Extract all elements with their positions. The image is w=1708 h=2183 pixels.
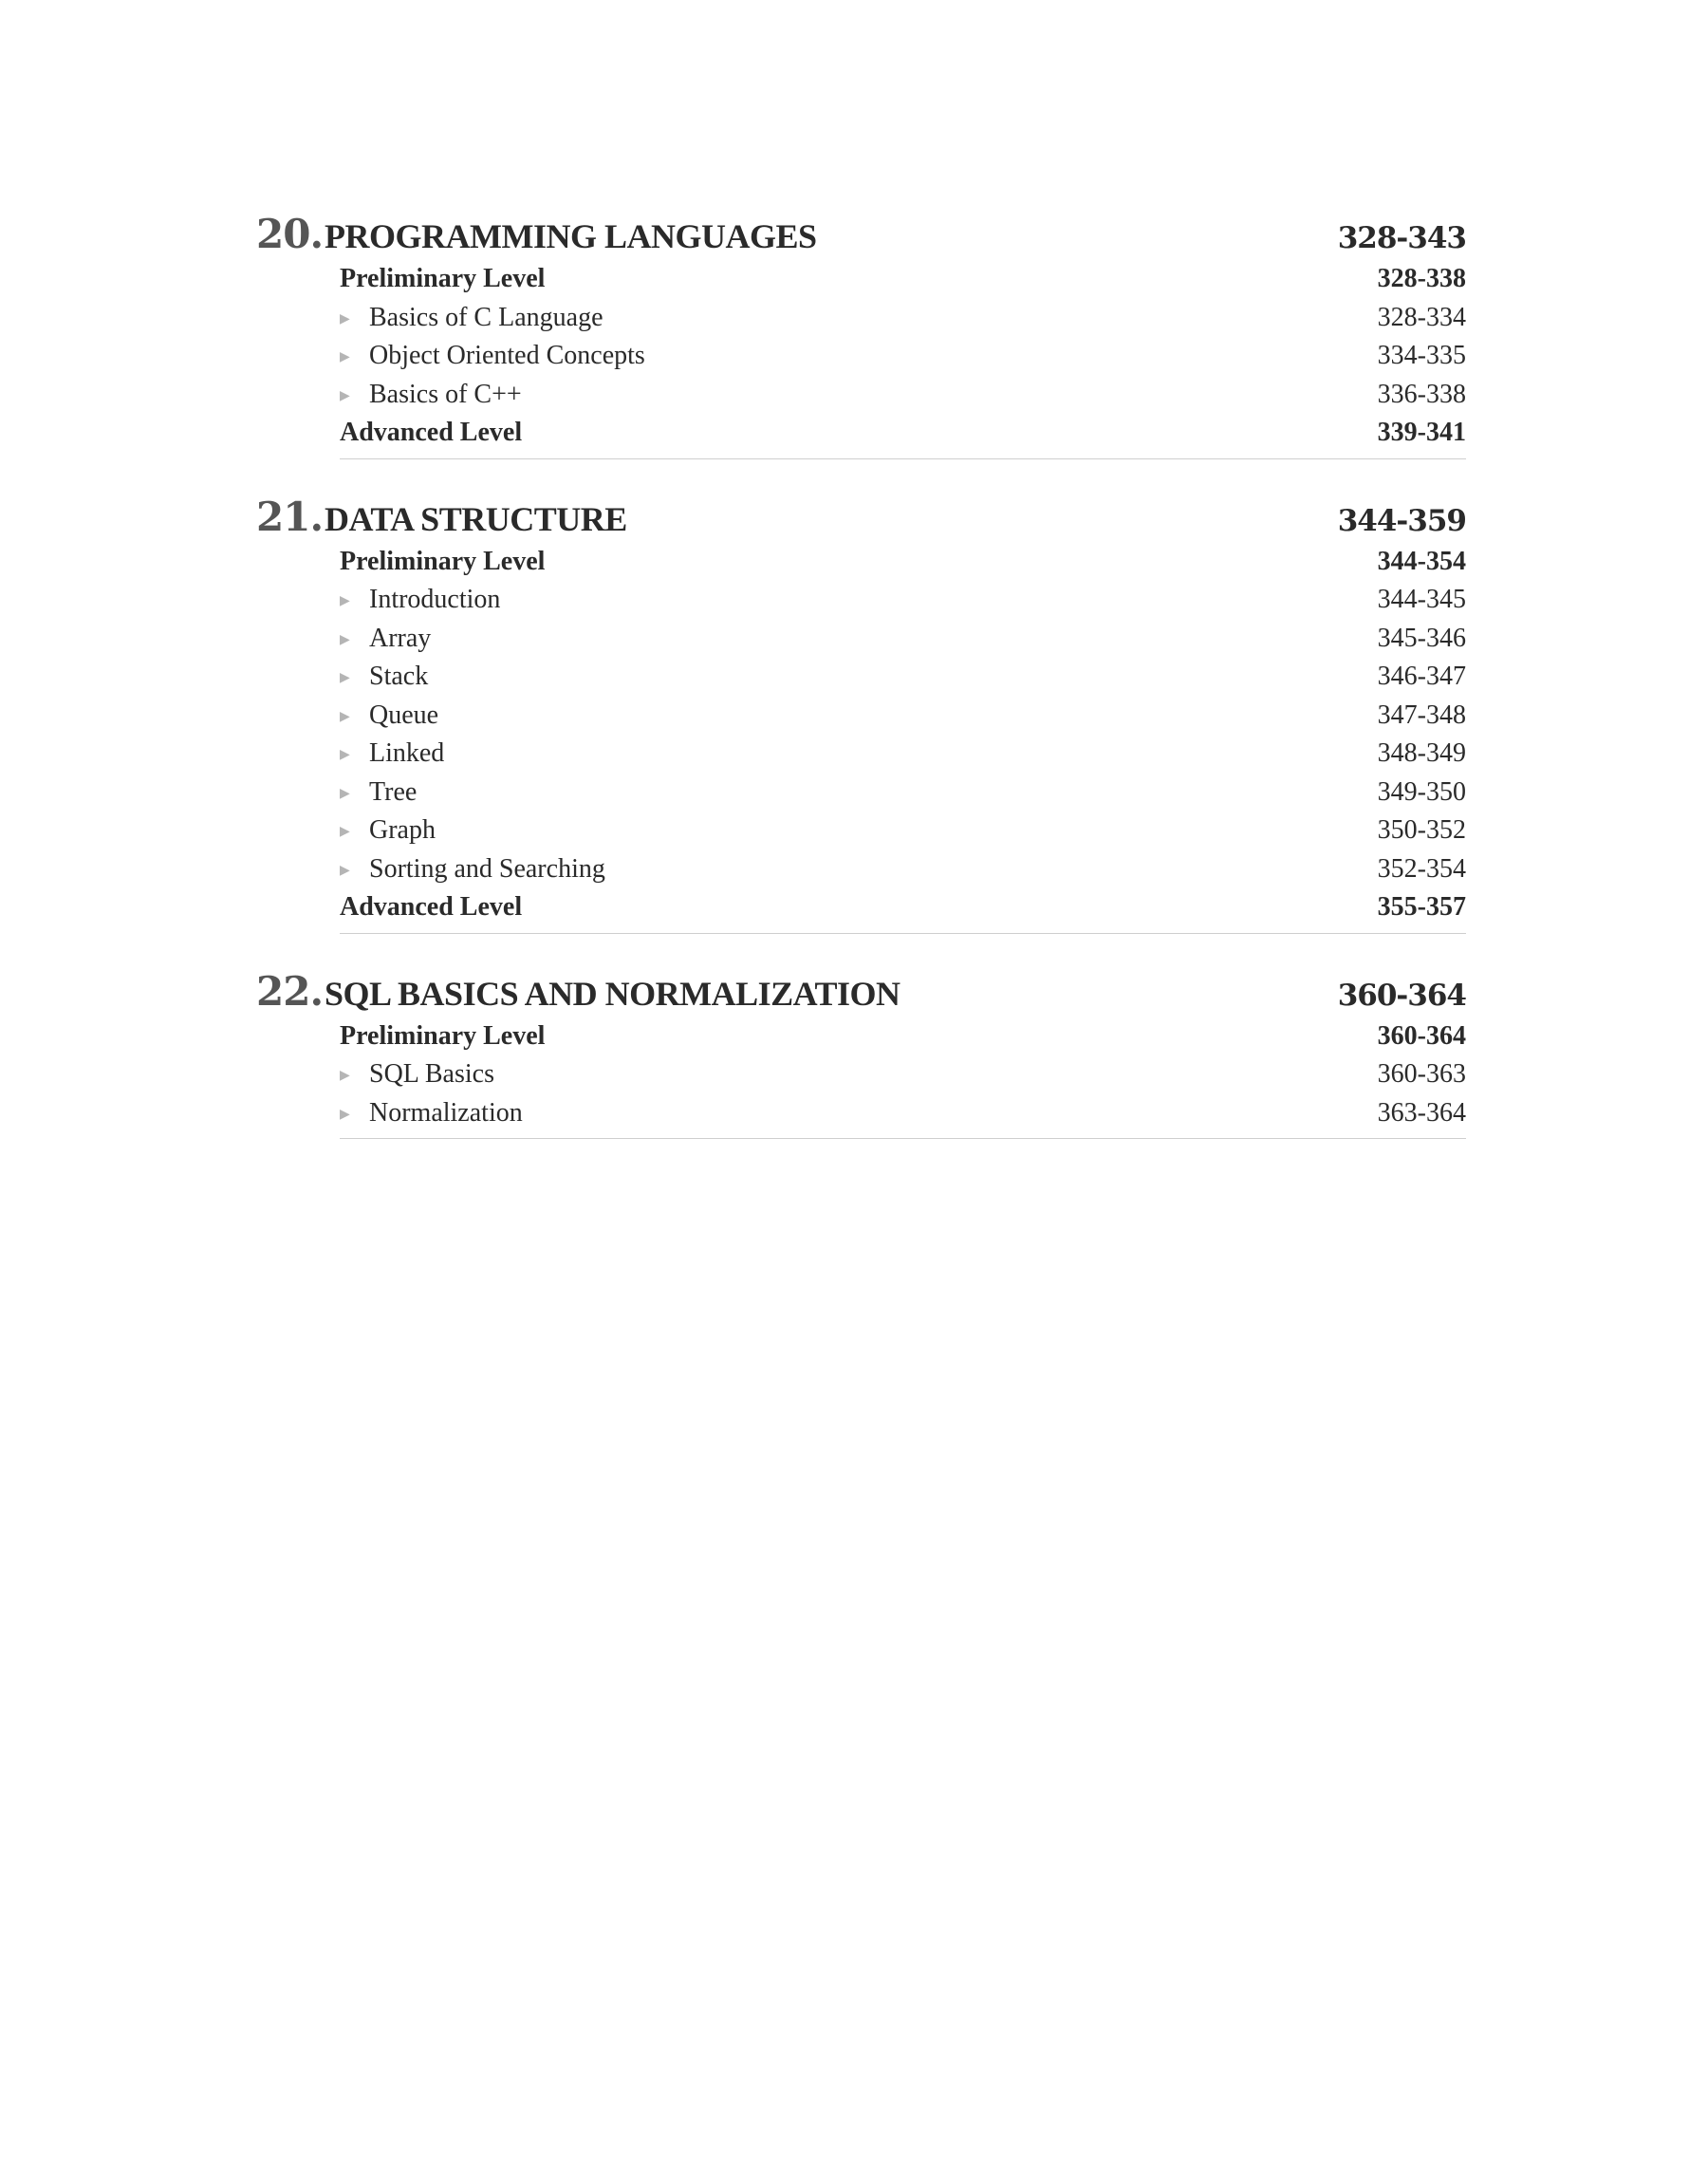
entry-page-range: 360-364: [1377, 1020, 1466, 1051]
chapter-heading-left: [256, 494, 627, 540]
entry-page-range: 363-364: [1377, 1097, 1466, 1128]
topic-label-wrap: [340, 341, 645, 371]
chapter-page-range: 328-343: [1337, 221, 1466, 255]
chapter-title: PROGRAMMING LANGUAGES: [325, 217, 817, 255]
topic-entry: [340, 624, 1466, 662]
level-entry: [340, 264, 1466, 303]
topic-label-wrap: [340, 585, 500, 615]
topic-label: Introduction: [369, 585, 501, 614]
topic-label-wrap: [340, 777, 417, 808]
arrow-right-icon: ▶: [340, 671, 350, 685]
chapter-page-range: 360-364: [1337, 978, 1466, 1013]
arrow-right-icon: ▶: [340, 350, 350, 364]
topic-label: SQL Basics: [369, 1059, 494, 1089]
entry-page-range: 360-363: [1377, 1059, 1466, 1089]
topic-entry: [340, 585, 1466, 624]
table-of-contents: [256, 211, 1466, 1173]
chapter-number: 20.: [256, 211, 324, 257]
entry-page-range: 334-335: [1377, 341, 1466, 370]
level-label: Advanced Level: [340, 892, 523, 922]
topic-label: Normalization: [369, 1097, 523, 1128]
chapter-section: [256, 494, 1466, 934]
topic-entry: [340, 662, 1466, 700]
topic-label-wrap: [340, 700, 438, 731]
chapter-entries: [340, 264, 1466, 459]
entry-page-range: 344-354: [1377, 546, 1466, 576]
level-label: Preliminary Level: [340, 264, 546, 293]
topic-label: Queue: [369, 700, 439, 730]
arrow-right-icon: ▶: [340, 748, 350, 762]
topic-entry: [340, 380, 1466, 419]
level-label: Advanced Level: [340, 418, 523, 447]
topic-label: Graph: [369, 815, 436, 845]
entry-page-range: 328-338: [1377, 264, 1466, 293]
chapter-heading-left: [256, 968, 900, 1015]
entry-page-range: 348-349: [1377, 738, 1466, 768]
chapter-heading: [256, 494, 1466, 547]
entry-page-range: 344-345: [1377, 585, 1466, 614]
topic-entry: [340, 700, 1466, 739]
topic-entry: [340, 815, 1466, 854]
topic-label: Basics of C++: [369, 379, 522, 409]
topic-label-wrap: [340, 380, 522, 410]
chapter-section: [256, 211, 1466, 459]
chapter-page-range: 344-359: [1337, 503, 1466, 538]
entry-page-range: 345-346: [1377, 623, 1466, 653]
arrow-right-icon: ▶: [340, 825, 350, 839]
topic-entry: [340, 303, 1466, 342]
topic-label-wrap: [340, 738, 444, 769]
entry-page-range: 350-352: [1377, 815, 1466, 845]
arrow-right-icon: ▶: [340, 709, 350, 724]
topic-label-wrap: [340, 854, 605, 885]
arrow-right-icon: ▶: [340, 786, 350, 801]
arrow-right-icon: ▶: [340, 311, 350, 327]
entry-page-range: 339-341: [1377, 418, 1466, 447]
entry-page-range: 347-348: [1377, 700, 1466, 730]
chapter-entries: [340, 547, 1466, 934]
topic-entry: [340, 1059, 1466, 1098]
chapter-number: 21.: [256, 493, 324, 540]
topic-entry: [340, 738, 1466, 777]
level-entry: [340, 418, 1466, 457]
topic-label: Stack: [369, 662, 429, 691]
topic-label: Linked: [369, 738, 445, 768]
topic-label: Tree: [369, 776, 418, 807]
arrow-right-icon: ▶: [340, 1107, 350, 1122]
topic-label-wrap: [340, 303, 603, 333]
chapter-heading: [256, 968, 1466, 1021]
arrow-right-icon: ▶: [340, 632, 350, 647]
topic-entry: [340, 854, 1466, 893]
level-label: Preliminary Level: [340, 546, 546, 576]
topic-label-wrap: [340, 662, 428, 692]
level-entry: [340, 1021, 1466, 1060]
arrow-right-icon: ▶: [340, 388, 350, 403]
chapter-heading: [256, 211, 1466, 264]
topic-label-wrap: [340, 815, 436, 846]
level-entry: [340, 547, 1466, 586]
chapter-title: SQL BASICS AND NORMALIZATION: [325, 974, 900, 1013]
topic-entry: [340, 1098, 1466, 1137]
entry-page-range: 349-350: [1377, 776, 1466, 807]
entry-page-range: 328-334: [1377, 302, 1466, 332]
arrow-right-icon: ▶: [340, 1069, 350, 1083]
topic-label-wrap: [340, 1059, 494, 1090]
topic-label: Sorting and Searching: [369, 853, 605, 884]
entry-page-range: 336-338: [1377, 379, 1466, 409]
chapter-section: [256, 968, 1466, 1140]
entry-page-range: 346-347: [1377, 662, 1466, 691]
topic-label: Array: [369, 623, 432, 653]
arrow-right-icon: ▶: [340, 594, 350, 608]
level-label: Preliminary Level: [340, 1020, 546, 1051]
entry-page-range: 352-354: [1377, 853, 1466, 884]
topic-entry: [340, 341, 1466, 380]
topic-entry: [340, 777, 1466, 816]
chapter-number: 22.: [256, 967, 324, 1015]
chapter-entries: [340, 1021, 1466, 1140]
chapter-title: DATA STRUCTURE: [325, 499, 627, 538]
topic-label: Object Oriented Concepts: [369, 341, 645, 370]
arrow-right-icon: ▶: [340, 863, 350, 878]
entry-page-range: 355-357: [1377, 892, 1466, 922]
topic-label: Basics of C Language: [369, 302, 603, 332]
level-entry: [340, 892, 1466, 931]
topic-label-wrap: [340, 1098, 523, 1129]
topic-label-wrap: [340, 624, 431, 654]
chapter-heading-left: [256, 211, 817, 257]
